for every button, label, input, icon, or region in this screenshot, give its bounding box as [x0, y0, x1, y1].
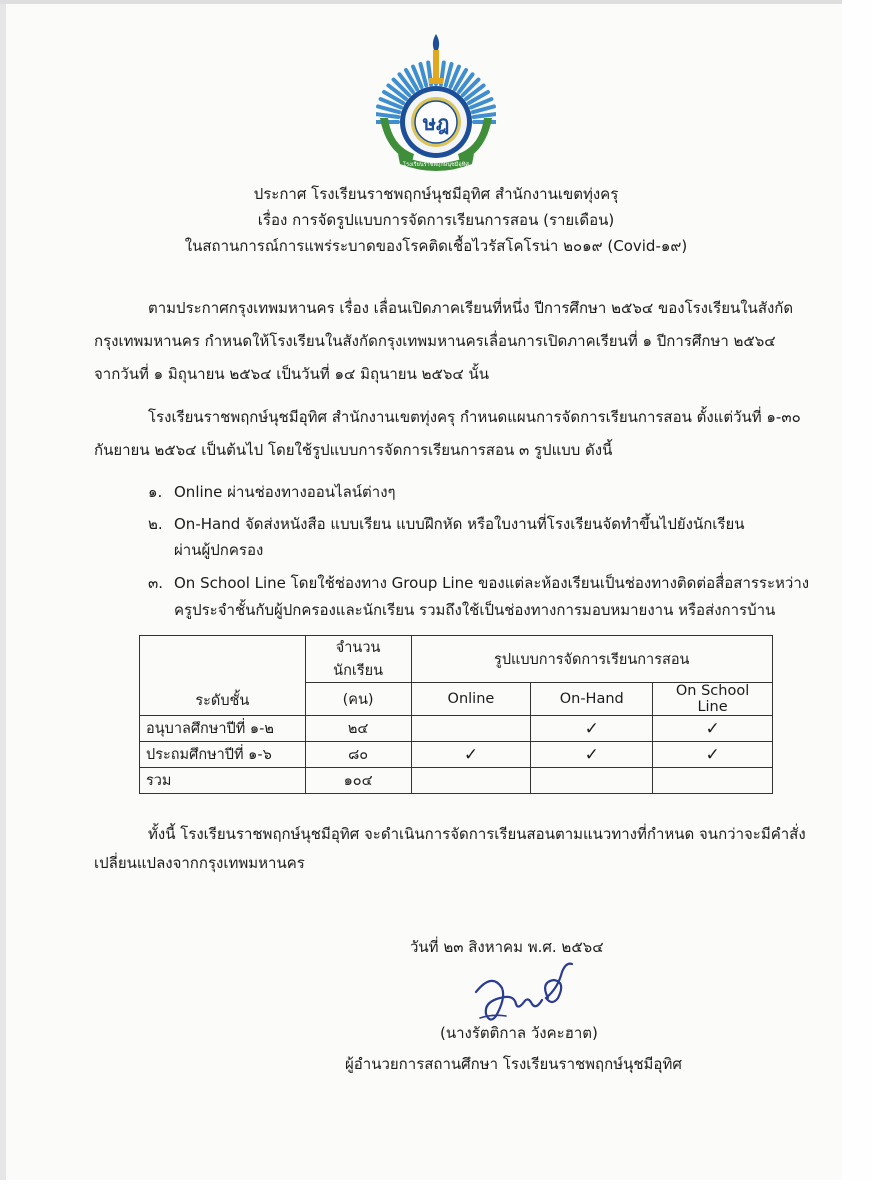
row-count: ๒๔ — [305, 716, 411, 742]
row-school-check: ✓ — [653, 716, 773, 742]
header-level-text: ระดับชั้น — [195, 693, 250, 709]
row-count: ๑๐๔ — [305, 768, 411, 794]
list-item-2-line-2: ผ่านผู้ปกครอง — [174, 541, 264, 559]
row-online-check — [411, 768, 531, 794]
announcement-context: ในสถานการณ์การแพร่ระบาดของโรคติดเชื้อไวรัสโคโรน่า ๒๐๑๙ (Covid-๑๙) — [184, 237, 688, 255]
signatory-name: (นางรัตติกาล วังคะฮาต) — [440, 1024, 598, 1042]
row-count: ๘๐ — [305, 742, 411, 768]
table-row — [140, 742, 773, 768]
row-onhand-check — [531, 768, 653, 794]
announcement-subject: เรื่อง การจัดรูปแบบการจัดการเรียนการสอน (รายเดือน) — [257, 211, 615, 229]
logo-ribbon-text: โรงเรียนราชพฤกษ์นุชมีอุทิศ — [403, 162, 469, 168]
header-count-line-2: (คน) — [305, 683, 411, 716]
row-level: รวม — [140, 768, 306, 794]
header-count-line-1: จำนวนนักเรียน — [305, 636, 411, 683]
header-modes: รูปแบบการจัดการเรียนการสอน — [411, 636, 772, 683]
scan-right-margin — [842, 0, 872, 1200]
row-school-check — [653, 768, 773, 794]
list-number-1: ๑. — [148, 483, 163, 501]
paragraph-3-line-1: ทั้งนี้ โรงเรียนราชพฤกษ์นุชมีอุทิศ จะดำเนินการจัดการเรียนสอนตามแนวทางที่กำหนด จนกว่าจะมีคำสั่ง — [148, 825, 806, 843]
school-logo — [376, 22, 496, 174]
logo-ray — [474, 114, 496, 117]
paragraph-1-line-2: กรุงเทพมหานคร กำหนดให้โรงเรียนในสังกัดกรุงเทพมหานครเลื่อนการเปิดภาคเรียนที่ ๑ ปีการศึกษา ๒๕๖๔ — [94, 332, 776, 350]
paragraph-1-line-3: จากวันที่ ๑ มิถุนายน ๒๕๖๔ เป็นวันที่ ๑๔ มิถุนายน ๒๕๖๔ นั้น — [94, 365, 489, 383]
announcement-title: ประกาศ โรงเรียนราชพฤกษ์นุชมีอุทิศ สำนักงานเขตทุ่งครุ — [253, 185, 619, 203]
signature — [462, 958, 582, 1030]
table-row-total — [140, 768, 773, 794]
header-onhand: On-Hand — [531, 683, 653, 716]
paragraph-1-line-1: ตามประกาศกรุงเทพมหานคร เรื่อง เลื่อนเปิดภาคเรียนที่หนึ่ง ปีการศึกษา ๒๕๖๔ ของโรงเรียนในสังกัด — [148, 299, 794, 317]
logo-ray — [377, 114, 399, 117]
row-onhand-check: ✓ — [531, 742, 653, 768]
row-onhand-check: ✓ — [531, 716, 653, 742]
paragraph-2-line-2: กันยายน ๒๕๖๔ เป็นต้นไป โดยใช้รูปแบบการจัดการเรียนการสอน ๓ รูปแบบ ดังนี้ — [94, 441, 613, 459]
row-school-check: ✓ — [653, 742, 773, 768]
row-level: ประถมศึกษาปีที่ ๑-๖ — [140, 742, 306, 768]
scan-bottom-margin — [0, 1180, 872, 1200]
list-item-3-line-1: On School Line โดยใช้ช่องทาง Group Line ของแต่ละห้องเรียนเป็นช่องทางติดต่อสื่อสารระหว่าง — [174, 574, 810, 592]
row-online-check: ✓ — [411, 742, 531, 768]
row-level: อนุบาลศึกษาปีที่ ๑-๒ — [140, 716, 306, 742]
teaching-mode-table — [139, 635, 773, 794]
list-item-2-line-1: On-Hand จัดส่งหนังสือ แบบเรียน แบบฝึกหัด หรือใบงานที่โรงเรียนจัดทำขึ้นไปยังนักเรียน — [174, 515, 745, 533]
header-level — [140, 636, 306, 716]
list-item-1-line-1: Online ผ่านช่องทางออนไลน์ต่างๆ — [174, 483, 396, 501]
signatory-position: ผู้อำนวยการสถานศึกษา โรงเรียนราชพฤกษ์นุชมีอุทิศ — [345, 1055, 682, 1073]
row-online-check — [411, 716, 531, 742]
paragraph-3-line-2: เปลี่ยนแปลงจากกรุงเทพมหานคร — [94, 854, 305, 872]
list-item-3-line-2: ครูประจำชั้นกับผู้ปกครองและนักเรียน รวมถึงใช้เป็นช่องทางการมอบหมายงาน หรือส่งการบ้าน — [174, 601, 776, 619]
table-row — [140, 716, 773, 742]
scan-left-edge — [0, 0, 6, 1200]
header-online: Online — [411, 683, 531, 716]
paragraph-2-line-1: โรงเรียนราชพฤกษ์นุชมีอุทิศ สำนักงานเขตทุ่งครุ กำหนดแผนการจัดการเรียนการสอน ตั้งแต่วันที่ ๑-๓๐ — [148, 408, 801, 426]
list-number-2: ๒. — [148, 515, 163, 533]
issue-date: วันที่ ๒๓ สิงหาคม พ.ศ. ๒๕๖๔ — [410, 938, 604, 956]
scan-top-edge — [0, 0, 872, 4]
logo-monogram: ษฎ — [422, 111, 450, 135]
list-number-3: ๓. — [148, 574, 164, 592]
header-school-line: On School Line — [653, 683, 773, 716]
